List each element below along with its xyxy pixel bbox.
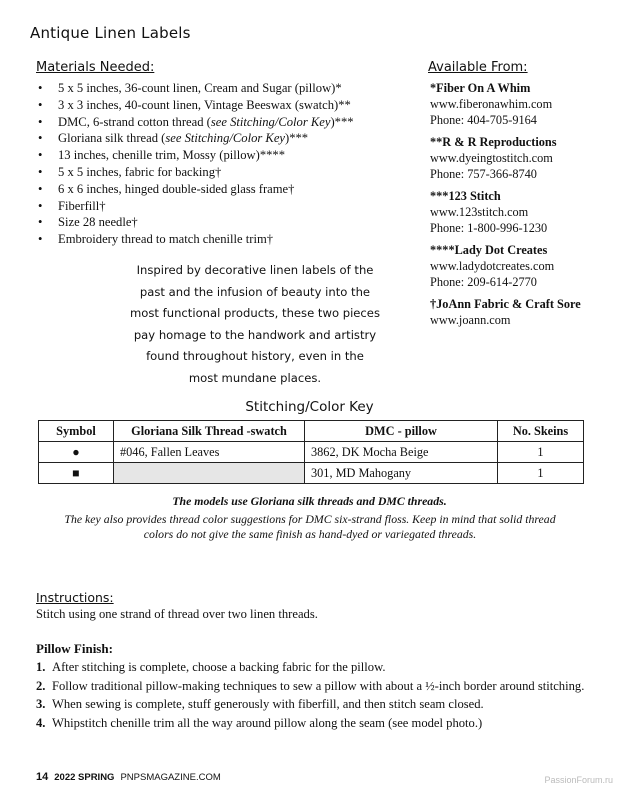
vendor-phone: Phone: 209-614-2770 [430,275,537,289]
vendor-website[interactable]: www.123stitch.com [430,205,529,219]
skeins-cell: 1 [498,442,584,463]
list-item: • 13 inches, chenille trim, Mossy (pillow)**** [38,148,286,163]
vendor-name: *Fiber On A Whim [430,81,531,95]
instructions-text: Stitch using one strand of thread over two linen threads. [36,607,318,621]
vendor-rr-reproductions [430,134,615,182]
skeins-cell: 1 [498,463,584,484]
stitching-color-key-table [38,420,584,484]
list-item: • Size 28 needle† [38,215,138,230]
vendor-phone: Phone: 1-800-996-1230 [430,221,548,235]
pillow-steps [36,658,584,732]
page-title: Antique Linen Labels [30,24,191,42]
list-item: • 5 x 5 inches, fabric for backing† [38,164,222,179]
instructions-heading: Instructions: [36,590,114,605]
column-header: Gloriana Silk Thread -swatch [114,421,305,442]
vendor-joann [430,296,615,328]
materials-list [36,80,416,248]
bullet-icon: • [38,97,43,112]
list-item: 2. Follow traditional pillow-making techniques to sew a pillow with about a ½-inch border around stitching. [36,678,585,693]
gloriana-cell: #046, Fallen Leaves [114,442,305,463]
bullet-icon: • [38,181,43,196]
vendor-phone: Phone: 757-366-8740 [430,167,537,181]
bullet-icon: • [38,232,43,247]
list-item: • 6 x 6 inches, hinged double-sided glass frame† [38,181,295,196]
column-header: Symbol [39,421,114,442]
list-item: • Fiberfill† [38,198,106,213]
vendor-website[interactable]: www.dyeingtostitch.com [430,151,553,165]
bullet-icon: • [38,148,43,163]
intro-quote: Inspired by decorative linen labels of the past and the infusion of beauty into the most functional products, these two pieces pay homage to the handwork and artistry found throughout history, even in the most mundane places. [130,263,380,385]
vendor-name: ***123 Stitch [430,189,501,203]
vendor-123-stitch [430,188,615,236]
vendor-website[interactable]: www.ladydotcreates.com [430,259,555,273]
gloriana-cell [114,463,305,484]
vendor-website[interactable]: www.fiberonawhim.com [430,97,553,111]
list-item: • Gloriana silk thread (see Stitching/Color Key)*** [38,131,309,146]
key-note-suggestions: The key also provides thread color suggestions for DMC six-strand floss. Keep in mind that solid thread colors do not give the same finish as hand-dyed or variegated threads. [64,512,556,541]
list-item: • DMC, 6-strand cotton thread (see Stitching/Color Key)*** [38,114,354,129]
available-heading: Available From: [428,60,528,75]
dmc-cell: 301, MD Mahogany [305,463,498,484]
materials-heading: Materials Needed: [36,60,155,75]
pillow-finish-heading: Pillow Finish: [36,641,113,656]
list-item: • 5 x 5 inches, 36-count linen, Cream and Sugar (pillow)* [38,81,342,95]
list-item: 4. Whipstitch chenille trim all the way around pillow along the seam (see model photo.) [36,715,483,730]
symbol-circle-icon: ● [39,442,114,463]
symbol-square-icon: ■ [39,463,114,484]
vendor-list [430,80,615,334]
page-footer [36,771,221,783]
vendor-name: **R & R Reproductions [430,135,557,149]
site-link[interactable]: PNPSMAGAZINE.COM [120,772,221,783]
bullet-icon: • [38,131,43,146]
watermark: PassionForum.ru [544,775,613,785]
vendor-fiber-on-a-whim [430,80,615,128]
bullet-icon: • [38,164,43,179]
list-item: 1. After stitching is complete, choose a backing fabric for the pillow. [36,660,386,674]
key-title: Stitching/Color Key [245,399,374,415]
vendor-lady-dot-creates [430,242,615,290]
column-header: DMC - pillow [305,421,498,442]
dmc-cell: 3862, DK Mocha Beige [305,442,498,463]
table-row [39,463,584,484]
key-note-models: The models use Gloriana silk threads and DMC threads. [172,494,447,508]
bullet-icon: • [38,198,43,213]
vendor-website[interactable]: www.joann.com [430,313,511,327]
table-header-row [39,421,584,442]
vendor-name: †JoAnn Fabric & Craft Sore [430,297,581,311]
list-item: 3. When sewing is complete, stuff generously with fiberfill, and then stitch seam closed. [36,697,484,711]
page-number: 14 [36,771,49,783]
vendor-phone: Phone: 404-705-9164 [430,113,537,127]
vendor-name: ****Lady Dot Creates [430,243,548,257]
table-row [39,442,584,463]
bullet-icon: • [38,215,43,230]
bullet-icon: • [38,81,43,95]
column-header: No. Skeins [498,421,584,442]
issue-label: 2022 SPRING [54,772,115,783]
list-item: • 3 x 3 inches, 40-count linen, Vintage Beeswax (swatch)** [38,97,351,112]
bullet-icon: • [38,114,43,129]
list-item: • Embroidery thread to match chenille trim† [38,232,274,247]
